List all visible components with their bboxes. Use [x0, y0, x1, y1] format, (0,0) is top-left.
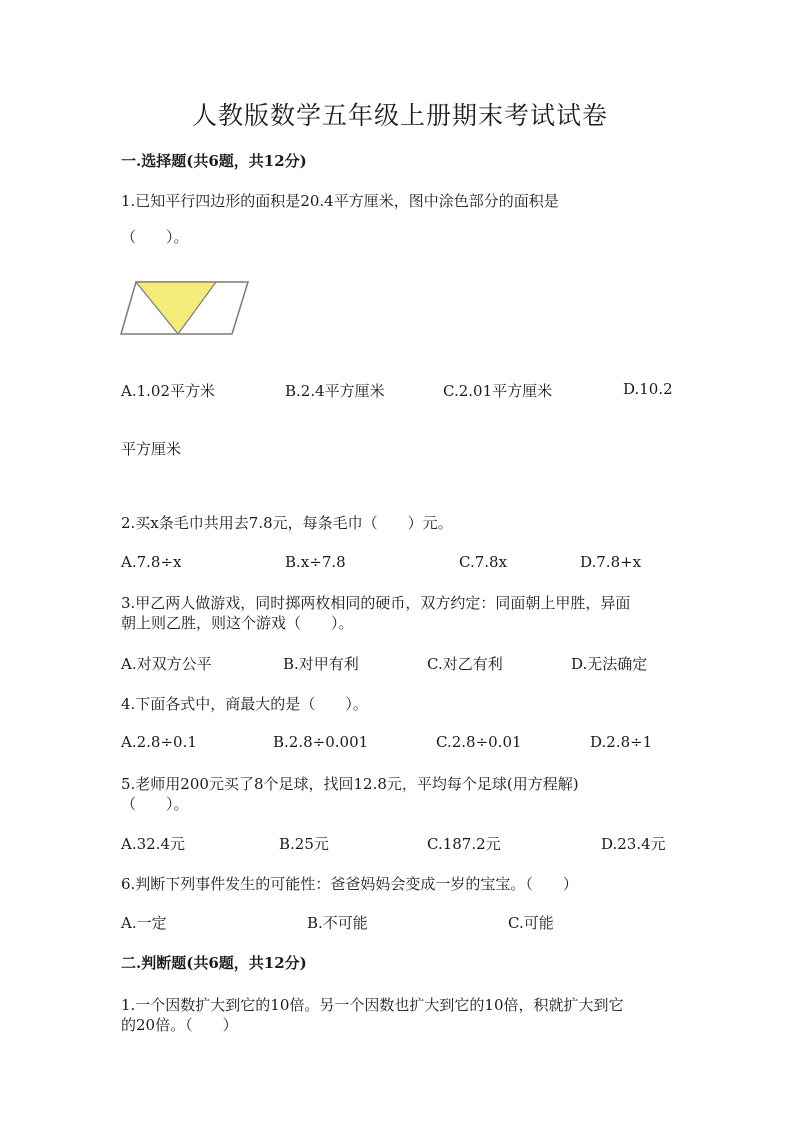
- q5-option-a: A.32.4元: [121, 835, 185, 853]
- q2-option-a: A.7.8÷x: [121, 553, 182, 571]
- q1-option-c: C.2.01平方厘米: [443, 382, 553, 400]
- tf-question-1-line-2: 的20倍。（ ）: [121, 1016, 238, 1034]
- q4-option-c: C.2.8÷0.01: [436, 733, 522, 751]
- q5-option-d: D.23.4元: [601, 835, 666, 853]
- q1-option-b: B.2.4平方厘米: [285, 382, 385, 400]
- section-heading-choice: 一.选择题(共6题，共12分): [121, 152, 307, 170]
- question-6-line-1: 6.判断下列事件发生的可能性：爸爸妈妈会变成一岁的宝宝。（ ）: [121, 875, 578, 893]
- parallelogram-figure: [120, 280, 250, 336]
- tf-question-1-line-1: 1.一个因数扩大到它的10倍。另一个因数也扩大到它的10倍，积就扩大到它: [121, 996, 624, 1014]
- q2-option-d: D.7.8+x: [580, 553, 642, 571]
- q6-option-a: A.一定: [121, 914, 167, 932]
- question-1-line-2: （ ）。: [121, 228, 189, 246]
- q2-option-c: C.7.8x: [459, 553, 508, 571]
- question-1-line-1: 1.已知平行四边形的面积是20.4平方厘米，图中涂色部分的面积是: [121, 192, 559, 210]
- q3-option-d: D.无法确定: [571, 655, 648, 673]
- q4-option-a: A.2.8÷0.1: [121, 733, 197, 751]
- q3-option-a: A.对双方公平: [121, 655, 212, 673]
- q3-option-c: C.对乙有利: [427, 655, 503, 673]
- question-5-line-2: （ ）。: [121, 795, 189, 813]
- question-4-line-1: 4.下面各式中，商最大的是（ ）。: [121, 695, 368, 713]
- q2-option-b: B.x÷7.8: [285, 553, 346, 571]
- question-3-line-2: 朝上则乙胜，则这个游戏（ ）。: [121, 614, 354, 632]
- q6-option-b: B.不可能: [307, 914, 368, 932]
- q3-option-b: B.对甲有利: [283, 655, 359, 673]
- q5-option-b: B.25元: [279, 835, 329, 853]
- question-2-line-1: 2.买x条毛巾共用去7.8元，每条毛巾（ ）元。: [121, 514, 453, 532]
- page-title: 人教版数学五年级上册期末考试试卷: [191, 101, 608, 130]
- q1-option-a: A.1.02平方米: [121, 382, 215, 400]
- q4-option-d: D.2.8÷1: [590, 733, 653, 751]
- question-3-line-1: 3.甲乙两人做游戏，同时掷两枚相同的硬币，双方约定：同面朝上甲胜，异面: [121, 594, 631, 612]
- section-heading-true-false: 二.判断题(共6题，共12分): [121, 954, 307, 972]
- q5-option-c: C.187.2元: [427, 835, 501, 853]
- q1-option-d-unit: 平方厘米: [121, 440, 182, 458]
- q1-option-d: D.10.2: [623, 380, 673, 398]
- q4-option-b: B.2.8÷0.001: [273, 733, 369, 751]
- question-5-line-1: 5.老师用200元买了8个足球，找回12.8元，平均每个足球(用方程解): [121, 775, 579, 793]
- q6-option-c: C.可能: [508, 914, 554, 932]
